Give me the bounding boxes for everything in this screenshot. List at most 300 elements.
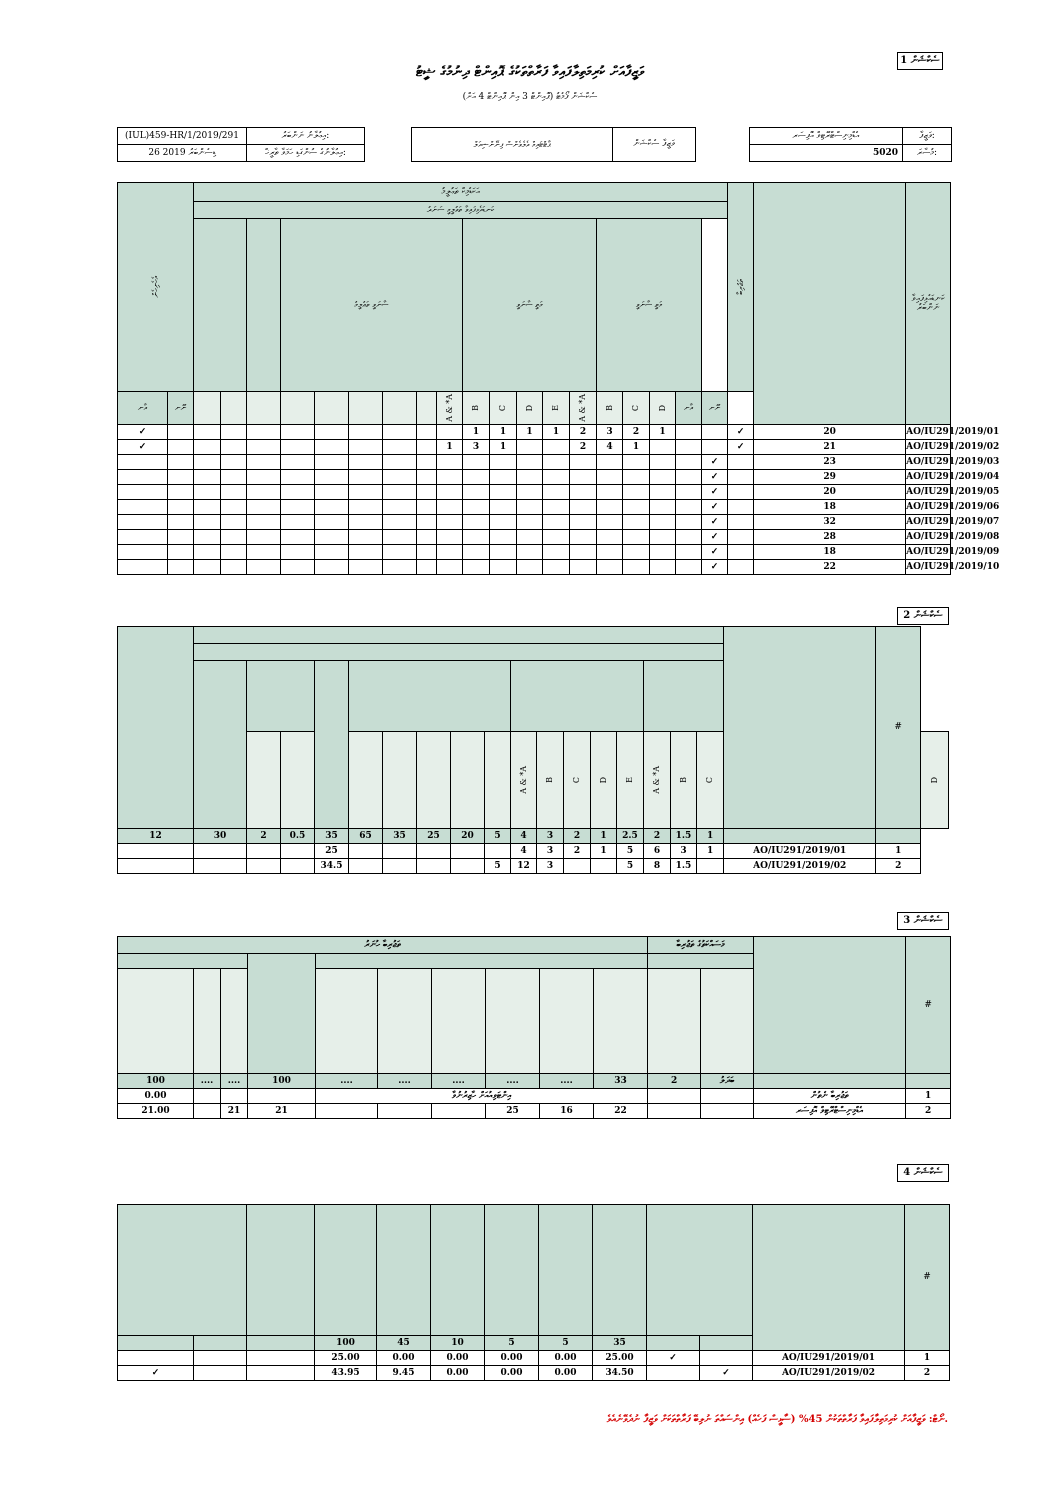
t4-col-b bbox=[247, 1205, 315, 1336]
t1-grade-a-cell bbox=[490, 470, 517, 485]
t4-cell bbox=[247, 1351, 315, 1366]
t4-col-c bbox=[315, 1205, 377, 1336]
mid-text: ޕާޓްޓައިމް އެލެވެންސް ފިނޭންޝިއަލް bbox=[412, 128, 613, 162]
t1-exp-yes-cell bbox=[702, 440, 728, 455]
table-row bbox=[118, 859, 949, 874]
t1-grade-a-cell: 1 bbox=[543, 425, 570, 440]
t1-exp-no-cell bbox=[728, 485, 754, 500]
t1-name-cell: AO/IU291/2019/06 bbox=[906, 500, 951, 515]
t2-grade-a-cell bbox=[485, 844, 511, 859]
t1-exp-yes-cell: ✓ bbox=[702, 560, 728, 575]
t1-cell bbox=[194, 425, 221, 440]
t4-points-cell: 35 bbox=[593, 1336, 647, 1351]
t2-grade-a2: C bbox=[564, 732, 591, 829]
t1-name-cell: AO/IU291/2019/07 bbox=[906, 515, 951, 530]
t1-other-no bbox=[168, 515, 194, 530]
t1-grade-b-cell bbox=[650, 515, 676, 530]
t1-sub-col bbox=[349, 392, 383, 425]
t2-cell bbox=[247, 844, 281, 859]
t3-cell bbox=[221, 1089, 248, 1104]
t2-other-header bbox=[118, 627, 194, 829]
t1-exp-yes-cell: ✓ bbox=[702, 470, 728, 485]
t1-grade-b-cell bbox=[597, 485, 623, 500]
t1-age-cell: 20 bbox=[754, 425, 906, 440]
t4-name-cell: AO/IU291/2019/01 bbox=[753, 1351, 905, 1366]
t4-cell: ✓ bbox=[700, 1366, 753, 1381]
t1-grade-b-cell bbox=[570, 545, 597, 560]
t1-grade-b-cell: 2 bbox=[570, 425, 597, 440]
t3-cell: 22 bbox=[594, 1104, 648, 1119]
date-label: އިޢުލާނުގެ ސުންގަޑި ހަމަވާ ތާރީޚް: bbox=[247, 145, 365, 162]
t2-points-cell: 35 bbox=[383, 829, 417, 844]
t4-col-d bbox=[377, 1205, 431, 1336]
table-row bbox=[118, 455, 951, 470]
t1-cell bbox=[221, 470, 247, 485]
t2-grade-b2: C bbox=[697, 732, 724, 829]
t1-cell bbox=[247, 470, 281, 485]
t1-exp-yes-cell: ✓ bbox=[702, 455, 728, 470]
t1-cell bbox=[194, 515, 221, 530]
t2-sub bbox=[247, 732, 281, 829]
t1-grade-b-cell bbox=[570, 485, 597, 500]
t2-cell bbox=[194, 859, 247, 874]
table-row bbox=[118, 1351, 950, 1366]
t3-num-cell: 1 bbox=[906, 1089, 951, 1104]
t1-cell bbox=[315, 545, 349, 560]
t4-value-cell: 43.95 bbox=[315, 1366, 377, 1381]
ref-box bbox=[117, 127, 365, 162]
table-3 bbox=[117, 936, 951, 1119]
t3-points-cell: ބަދަލު bbox=[701, 1074, 754, 1089]
t2-grade-b-cell: 1.5 bbox=[671, 859, 697, 874]
t1-cell bbox=[315, 560, 349, 575]
t3-sub bbox=[486, 969, 540, 1074]
t1-cell bbox=[281, 500, 315, 515]
t1-grade-b2: C bbox=[623, 392, 650, 425]
t1-grade-a-cell bbox=[490, 545, 517, 560]
t1-ol-header: ސާނަވީ ތަޢުލީމު bbox=[281, 219, 463, 392]
t2-points-cell: 1 bbox=[697, 829, 724, 844]
t1-grade-b-cell bbox=[570, 455, 597, 470]
t3-points-cell: 100 bbox=[118, 1074, 194, 1089]
t3-cell bbox=[316, 1104, 378, 1119]
t2-points-cell bbox=[876, 829, 921, 844]
t1-cell bbox=[349, 500, 383, 515]
t2-name-cell: AO/IU291/2019/01 bbox=[724, 844, 876, 859]
date-value: 26 ޑިސެންބަރު 2019 bbox=[118, 145, 247, 162]
t4-name-header bbox=[753, 1205, 905, 1351]
t2-cell bbox=[417, 844, 451, 859]
t3-cell: 25 bbox=[486, 1104, 540, 1119]
t2-cell bbox=[281, 844, 315, 859]
t1-grade-b0: A & *A bbox=[570, 392, 597, 425]
t1-grade-b-cell bbox=[650, 455, 676, 470]
t1-grade-b-cell: 4 bbox=[597, 440, 623, 455]
t1-grade-a-cell bbox=[517, 470, 543, 485]
t3-points-cell: 33 bbox=[594, 1074, 648, 1089]
t3-cell bbox=[378, 1104, 432, 1119]
t3-cell bbox=[432, 1104, 486, 1119]
t1-cell bbox=[221, 485, 247, 500]
t4-points-cell bbox=[118, 1336, 194, 1351]
t1-grade-b-cell bbox=[623, 560, 650, 575]
t1-grade-b-cell bbox=[570, 530, 597, 545]
job-box bbox=[749, 127, 952, 162]
t3-sub bbox=[701, 969, 754, 1074]
table-row bbox=[118, 844, 949, 859]
t1-grade-a-cell bbox=[543, 530, 570, 545]
t2-grade-a-cell: 3 bbox=[537, 844, 564, 859]
t1-grade-a-cell bbox=[437, 500, 463, 515]
t1-cell bbox=[281, 485, 315, 500]
section-badge-1: ސެކްޝަން 1 bbox=[897, 52, 943, 70]
t3-sub-d bbox=[648, 954, 754, 969]
t1-grade-b-cell bbox=[676, 515, 702, 530]
t1-exp-no-cell bbox=[728, 515, 754, 530]
t4-col-h bbox=[593, 1205, 647, 1336]
t3-sub-a bbox=[118, 954, 248, 969]
t2-cell bbox=[383, 844, 417, 859]
t2-col-b bbox=[247, 661, 315, 732]
t1-other-yes bbox=[118, 530, 168, 545]
t1-grade-a-cell bbox=[490, 560, 517, 575]
t1-sub-col bbox=[221, 392, 247, 425]
t4-points-cell: 10 bbox=[431, 1336, 485, 1351]
t1-exp-yes-cell: ✓ bbox=[702, 545, 728, 560]
t2-grade-b1: B bbox=[671, 732, 697, 829]
t1-sub-col bbox=[383, 392, 417, 425]
t1-grade-a-cell bbox=[543, 560, 570, 575]
t1-yes-tag: އާނ bbox=[118, 392, 168, 425]
t1-other-no bbox=[168, 560, 194, 575]
t2-grade-a-cell: 1 bbox=[591, 844, 617, 859]
t3-cell: 21 bbox=[221, 1104, 248, 1119]
t1-grade-b-cell bbox=[623, 470, 650, 485]
t1-grade-b-cell bbox=[623, 500, 650, 515]
t1-grade-b-cell bbox=[650, 440, 676, 455]
t1-cell bbox=[281, 545, 315, 560]
t1-exp-no-cell bbox=[728, 545, 754, 560]
t1-grade-a-cell bbox=[543, 485, 570, 500]
t4-points-cell bbox=[194, 1336, 247, 1351]
job-value: އެޑްމިނިސްޓްރޭޓިވް އޮފިސަރ bbox=[750, 128, 903, 145]
t1-age-cell: 22 bbox=[754, 560, 906, 575]
t2-points-cell: 4 bbox=[511, 829, 537, 844]
t1-grade-b-cell bbox=[650, 560, 676, 575]
t1-grade-a4: E bbox=[543, 392, 570, 425]
t3-cell bbox=[194, 1089, 221, 1104]
t1-cell bbox=[417, 455, 437, 470]
t2-points-cell: 2 bbox=[564, 829, 591, 844]
t1-cell bbox=[247, 485, 281, 500]
t4-value-cell: 9.45 bbox=[377, 1366, 431, 1381]
t1-cell bbox=[221, 515, 247, 530]
table-row bbox=[118, 1366, 950, 1381]
t3-points-cell: .... bbox=[540, 1074, 594, 1089]
table-row bbox=[118, 425, 951, 440]
t3-cell bbox=[648, 1104, 701, 1119]
t1-exp-yes-cell: ✓ bbox=[702, 485, 728, 500]
t1-grade-b-cell bbox=[623, 515, 650, 530]
t3-sub bbox=[594, 969, 648, 1074]
t4-value-cell: 0.00 bbox=[539, 1366, 593, 1381]
t2-grade-a-cell: 12 bbox=[511, 859, 537, 874]
t1-grade-b-cell bbox=[570, 500, 597, 515]
t1-cell bbox=[221, 440, 247, 455]
t1-cell bbox=[349, 440, 383, 455]
t2-col-c bbox=[315, 661, 349, 829]
t4-cell: ✓ bbox=[647, 1351, 700, 1366]
t1-cell bbox=[417, 530, 437, 545]
t2-cell bbox=[247, 859, 281, 874]
t1-sub-col bbox=[315, 392, 349, 425]
t1-cell bbox=[417, 425, 437, 440]
t1-cell bbox=[194, 500, 221, 515]
t2-points-cell: 1.5 bbox=[671, 829, 697, 844]
t1-grade-a-cell bbox=[543, 515, 570, 530]
table-2 bbox=[117, 626, 949, 874]
t1-grade-a1: B bbox=[463, 392, 490, 425]
t2-points-cell: 5 bbox=[485, 829, 511, 844]
t3-sub bbox=[316, 969, 378, 1074]
t1-other-no bbox=[168, 425, 194, 440]
t2-qual-sub bbox=[194, 644, 724, 661]
t1-grade-a-cell bbox=[437, 455, 463, 470]
t1-grade-b-cell bbox=[597, 530, 623, 545]
t1-name-cell: AO/IU291/2019/01 bbox=[906, 425, 951, 440]
t1-grade-a3: D bbox=[517, 392, 543, 425]
t2-sub bbox=[485, 732, 511, 829]
table-row bbox=[118, 515, 951, 530]
t1-name-cell: AO/IU291/2019/09 bbox=[906, 545, 951, 560]
t1-grade-b-cell bbox=[650, 500, 676, 515]
t1-cell bbox=[194, 560, 221, 575]
t1-cell bbox=[383, 530, 417, 545]
t1-exp-yes-cell: ✓ bbox=[702, 500, 728, 515]
t1-qual-sub: ކަނޑައެޅިފައިވާ ތަޢުލީމީ ސަނަދު bbox=[194, 202, 728, 219]
t2-cell bbox=[349, 859, 383, 874]
t3-name-header bbox=[754, 937, 906, 1074]
t1-grade-b-cell bbox=[650, 470, 676, 485]
t1-cell bbox=[383, 500, 417, 515]
t1-exp-yes-cell: ✓ bbox=[702, 515, 728, 530]
t1-al-header-a: މަތީ ސާނަވީ bbox=[463, 219, 597, 392]
t4-value-cell: 0.00 bbox=[431, 1366, 485, 1381]
t1-cell bbox=[417, 485, 437, 500]
t4-col-g bbox=[539, 1205, 593, 1336]
table-4 bbox=[117, 1204, 950, 1381]
t2-num-header: # bbox=[876, 627, 921, 829]
t1-grade-a-cell bbox=[437, 545, 463, 560]
t1-name-header: ކަނޑައެޅިފައިވާ ނަންބަރު bbox=[906, 183, 951, 425]
t1-grade-b-cell bbox=[650, 485, 676, 500]
t1-grade-a-cell bbox=[463, 500, 490, 515]
t1-grade-b-cell: 1 bbox=[650, 425, 676, 440]
t3-name-cell: ތަޖުރިބާ ނެތުން bbox=[754, 1089, 906, 1104]
t1-cell bbox=[221, 455, 247, 470]
t2-grade-a3: D bbox=[591, 732, 617, 829]
t1-cell bbox=[315, 530, 349, 545]
t2-grade-a1: B bbox=[537, 732, 564, 829]
t2-grade-b3: D bbox=[921, 732, 949, 829]
t1-cell bbox=[194, 470, 221, 485]
t1-cell bbox=[383, 545, 417, 560]
section-badge-3: ސެކްޝަން 3 bbox=[897, 912, 949, 930]
t1-grade-b-cell bbox=[650, 545, 676, 560]
t1-cell bbox=[315, 515, 349, 530]
t2-points-cell: 20 bbox=[451, 829, 485, 844]
t3-sub bbox=[648, 969, 701, 1074]
t2-grade-b-cell: 5 bbox=[617, 859, 644, 874]
t1-cell bbox=[281, 560, 315, 575]
t2-cell bbox=[451, 859, 485, 874]
t1-name-cell: AO/IU291/2019/03 bbox=[906, 455, 951, 470]
salary-value: 5020 bbox=[750, 145, 903, 162]
t1-grade-a-cell bbox=[517, 440, 543, 455]
t1-grade-a-cell bbox=[517, 485, 543, 500]
t1-grade-a-cell bbox=[463, 485, 490, 500]
t1-grade-b-cell bbox=[597, 545, 623, 560]
t1-grade-b-cell bbox=[676, 425, 702, 440]
t2-points-cell: 3 bbox=[537, 829, 564, 844]
t1-cell bbox=[247, 545, 281, 560]
t3-sub bbox=[432, 969, 486, 1074]
t3-points-cell: .... bbox=[194, 1074, 221, 1089]
t1-age-cell: 21 bbox=[754, 440, 906, 455]
t1-exp-no: ނޫނ bbox=[702, 392, 728, 425]
t1-cell bbox=[417, 470, 437, 485]
t3-right-header: މަސައްކަތުގެ ތަޖުރިބާ bbox=[648, 937, 754, 954]
t2-grade-a-cell: 2 bbox=[564, 844, 591, 859]
t1-grade-a-cell bbox=[437, 485, 463, 500]
t2-grade-b-cell: 1 bbox=[697, 844, 724, 859]
t1-grade-b3: D bbox=[650, 392, 676, 425]
t3-cell bbox=[701, 1089, 754, 1104]
t3-sub bbox=[194, 969, 221, 1074]
t1-grade-a-cell bbox=[490, 455, 517, 470]
t1-other-yes bbox=[118, 545, 168, 560]
t1-grade-a-cell: 3 bbox=[463, 440, 490, 455]
t1-grade-b-cell bbox=[597, 500, 623, 515]
t1-cell bbox=[194, 530, 221, 545]
t2-points-cell: 2 bbox=[644, 829, 671, 844]
t3-points-cell: .... bbox=[316, 1074, 378, 1089]
t3-points-cell: .... bbox=[486, 1074, 540, 1089]
t4-value-cell: 25.00 bbox=[315, 1351, 377, 1366]
t1-grade-a-cell bbox=[463, 530, 490, 545]
t1-cell bbox=[281, 425, 315, 440]
t1-other-header: އެހެނިހެން bbox=[118, 183, 194, 392]
t4-points-cell bbox=[700, 1336, 753, 1351]
t2-points-cell bbox=[724, 829, 876, 844]
t4-cell bbox=[647, 1366, 700, 1381]
t1-grade-a-cell bbox=[463, 515, 490, 530]
t1-other-yes bbox=[118, 485, 168, 500]
t3-left-header: ތަޖުރިބާ ހުނަރު bbox=[118, 937, 648, 954]
t1-grade-a-cell bbox=[517, 515, 543, 530]
t2-grade-a-cell: 4 bbox=[511, 844, 537, 859]
t1-grade-a-cell bbox=[437, 515, 463, 530]
t1-name-cell: AO/IU291/2019/05 bbox=[906, 485, 951, 500]
t1-grade-a-cell bbox=[437, 470, 463, 485]
t1-name-cell: AO/IU291/2019/04 bbox=[906, 470, 951, 485]
t2-col-e bbox=[511, 661, 644, 732]
t1-exp-no-cell bbox=[728, 530, 754, 545]
t1-cell bbox=[221, 500, 247, 515]
t1-other-yes bbox=[118, 560, 168, 575]
t1-grade-a-cell bbox=[543, 455, 570, 470]
t2-total-cell: 34.5 bbox=[315, 859, 349, 874]
t1-cell bbox=[281, 530, 315, 545]
t1-name-cell: AO/IU291/2019/10 bbox=[906, 560, 951, 575]
t1-grade-b-cell bbox=[676, 560, 702, 575]
t4-points-cell bbox=[247, 1336, 315, 1351]
t1-cell bbox=[417, 500, 437, 515]
t1-grade-a-cell bbox=[543, 440, 570, 455]
t2-col-f bbox=[644, 661, 876, 732]
t2-points-cell: 1 bbox=[591, 829, 617, 844]
t1-grade-a-cell bbox=[517, 455, 543, 470]
t1-grade-a-cell bbox=[543, 545, 570, 560]
t1-col-group-b bbox=[247, 219, 281, 392]
t3-cell bbox=[648, 1089, 701, 1104]
t1-grade-a-cell bbox=[437, 530, 463, 545]
t2-name-cell: AO/IU291/2019/02 bbox=[724, 859, 876, 874]
table-row bbox=[118, 530, 951, 545]
t1-cell bbox=[349, 545, 383, 560]
t1-grade-a-cell: 1 bbox=[517, 425, 543, 440]
t1-age-cell: 18 bbox=[754, 545, 906, 560]
t4-value-cell: 0.00 bbox=[377, 1351, 431, 1366]
t1-age-cell: 29 bbox=[754, 470, 906, 485]
t1-age-cell: 32 bbox=[754, 515, 906, 530]
t2-cell bbox=[281, 859, 315, 874]
page-title: ވަޒީފާއަށް ކުރިމަތިލާފައިވާ ފަރާތްތަކުގެ ޕޮއިންޓް ދިނުމުގެ ޝީޓު bbox=[415, 64, 645, 80]
t1-cell bbox=[247, 440, 281, 455]
t1-other-yes bbox=[118, 500, 168, 515]
t1-sub-col bbox=[194, 392, 221, 425]
t3-points-cell: 100 bbox=[248, 1074, 316, 1089]
t3-sub bbox=[118, 969, 194, 1074]
t1-cell bbox=[383, 485, 417, 500]
t1-cell bbox=[281, 440, 315, 455]
t2-num-cell: 1 bbox=[876, 844, 921, 859]
t1-cell bbox=[247, 530, 281, 545]
t1-grade-b-cell bbox=[597, 560, 623, 575]
t1-cell bbox=[247, 425, 281, 440]
t1-grade-b-cell bbox=[597, 470, 623, 485]
t1-grade-a-cell: 1 bbox=[490, 425, 517, 440]
t1-exp-yes: އާނ bbox=[676, 392, 702, 425]
t1-grade-b-cell bbox=[570, 470, 597, 485]
t1-grade-a-cell bbox=[463, 560, 490, 575]
t4-points-cell: 5 bbox=[485, 1336, 539, 1351]
t3-cell bbox=[248, 1089, 316, 1104]
mid-label: ވަޒީފާ ސެކްޝަން bbox=[613, 128, 696, 162]
t4-no-cell bbox=[194, 1351, 247, 1366]
t1-grade-b-cell bbox=[676, 500, 702, 515]
t1-cell bbox=[349, 515, 383, 530]
t1-other-no bbox=[168, 440, 194, 455]
t1-cell bbox=[194, 485, 221, 500]
t3-points-cell bbox=[754, 1074, 906, 1089]
t2-points-cell: 65 bbox=[349, 829, 383, 844]
t1-grade-a-cell bbox=[517, 560, 543, 575]
t1-cell bbox=[417, 515, 437, 530]
t2-points-cell: 2.5 bbox=[617, 829, 644, 844]
t1-grade-a-cell bbox=[463, 470, 490, 485]
t2-points-cell: 25 bbox=[417, 829, 451, 844]
